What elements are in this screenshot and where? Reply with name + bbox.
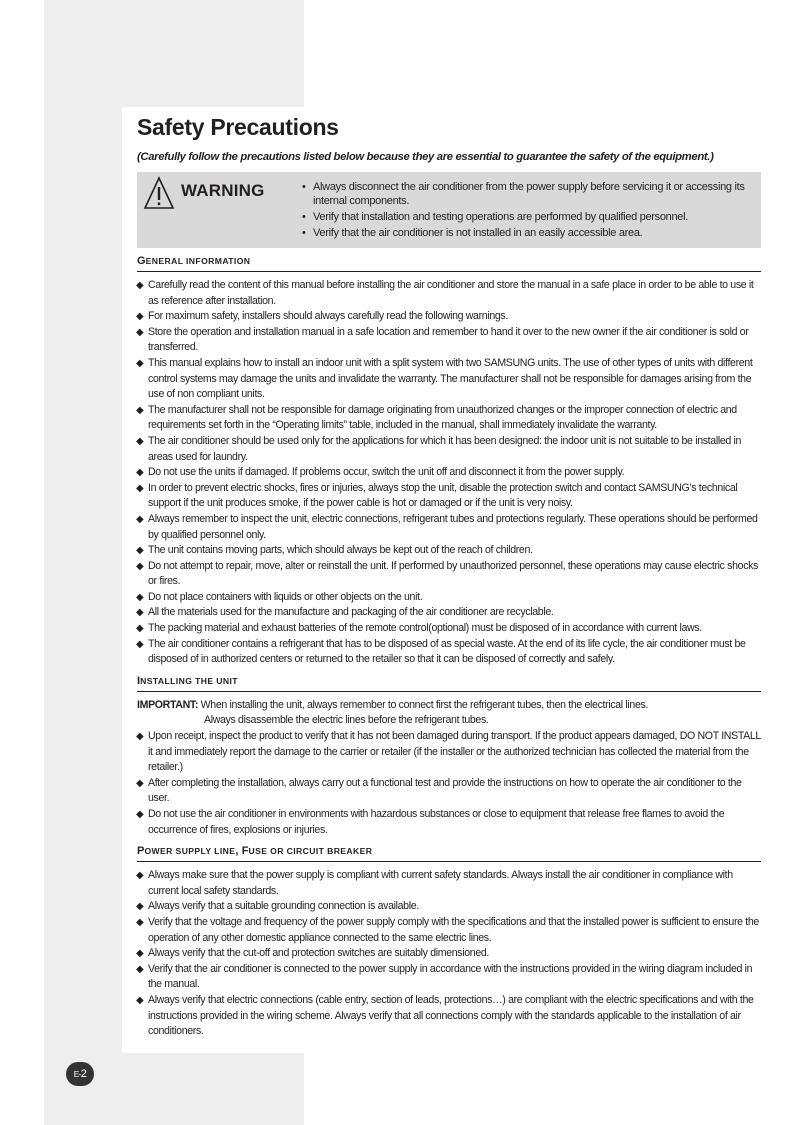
list-item: ◆ The unit contains moving parts, which should always be kept out of the reach of children.: [137, 543, 761, 559]
diamond-bullet-icon: ◆: [136, 916, 144, 928]
diamond-bullet-icon: ◆: [136, 994, 144, 1006]
list-item: ◆ The air conditioner contains a refrigerant that has to be disposed of as special waste. At the end of its life cycle, the air conditioner must be disposed of in authorized centers or returned to the retailer so that it can be disposed of correctly and safely.: [136, 637, 746, 666]
diamond-bullet-icon: ◆: [136, 901, 144, 913]
diamond-bullet-icon: ◆: [136, 948, 144, 960]
section-heading-installing: INSTALLING THE UNIT: [137, 674, 761, 692]
diamond-bullet-icon: ◆: [136, 607, 144, 619]
list-item: ◆ Do not place containers with liquids or other objects on the unit.: [137, 590, 761, 606]
list-item: ◆ The air conditioner should be used only for the applications for which it has been designed: the indoor unit is not suitable to be installed in areas used for laundry.: [136, 434, 742, 463]
diamond-bullet-icon: ◆: [136, 467, 144, 479]
list-item: ◆ Verify that the air conditioner is connected to the power supply in accordance with the instructions provided in the wiring diagram included in the manual.: [136, 962, 753, 991]
diamond-bullet-icon: ◆: [136, 623, 144, 635]
warning-bullet: •: [302, 211, 306, 223]
general-info-list: [137, 278, 761, 668]
installing-list: [137, 729, 761, 838]
warning-list: [302, 180, 755, 242]
diamond-bullet-icon: ◆: [136, 638, 144, 650]
list-item: ◆ In order to prevent electric shocks, fires or injuries, always stop the unit, disable the protection switch and contact SAMSUNG’s technical support if the unit produces smoke, if the power cable is hot or damaged or if the unit is very noisy.: [136, 481, 738, 510]
diamond-bullet-icon: ◆: [136, 280, 144, 291]
list-item: ◆ Always verify that a suitable grounding connection is available.: [137, 899, 761, 915]
diamond-bullet-icon: ◆: [136, 513, 144, 525]
diamond-bullet-icon: ◆: [136, 545, 144, 557]
list-item: ◆ For maximum safety, installers should always carefully read the following warnings.: [137, 309, 761, 325]
list-item: ◆ Always verify that electric connections (cable entry, section of leads, protections…) are compliant with the electric specifications and with the instructions provided in the wiring scheme. Always verify that all connections comply with the standards applicable to the installation of air conditioners.: [136, 993, 754, 1038]
page-subtitle: (Carefully follow the precautions listed below because they are essential to guarantee the safety of the equipment.): [137, 151, 714, 163]
warning-label: WARNING: [181, 181, 265, 200]
section-heading-power: POWER SUPPLY LINE, FUSE OR CIRCUIT BREAKER: [137, 844, 761, 862]
list-item: ◆ Upon receipt, inspect the product to verify that it has not been damaged during transport. If the product appears damaged, DO NOT INSTALL it and immediately report the damage to the carrier or retailer (if the installer or the authorized technician has collected the material from the retailer.): [136, 730, 761, 774]
section-heading-general: GENERAL INFORMATION: [137, 254, 761, 272]
warning-bullet: •: [302, 181, 306, 193]
list-item: ◆ Do not use the air conditioner in environments with hazardous substances or close to equipment that release free flames to avoid the occurrence of fires, explosions or injuries.: [136, 808, 725, 836]
diamond-bullet-icon: ◆: [136, 357, 144, 369]
list-item: ◆ The packing material and exhaust batteries of the remote control(optional) must be disposed of in accordance with current laws.: [137, 621, 761, 637]
list-item: ◆ Always remember to inspect the unit, electric connections, refrigerant tubes and protections regularly. These operations should be performed by qualified personnel only.: [136, 512, 758, 541]
list-item: ◆ Verify that the voltage and frequency of the power supply comply with the specifications and that the installed power is sufficient to ensure the operation of any other domestic appliance connected to the same electric lines.: [136, 915, 759, 944]
page-title: Safety Precautions: [137, 114, 339, 140]
warning-bullet: •: [302, 227, 306, 239]
list-item: ◆ All the materials used for the manufacture and packaging of the air conditioner are recyclable.: [137, 605, 761, 621]
list-item: ◆ Do not use the units if damaged. If problems occur, switch the unit off and disconnect it from the power supply.: [137, 465, 761, 481]
list-item: ◆ Carefully read the content of this manual before installing the air conditioner and store the manual in a safe place in order to be able to use it as reference after installation.: [136, 279, 754, 307]
page-content: [137, 112, 761, 1040]
important-note: IMPORTANT: When installing the unit, always remember to connect first the refrigerant tubes, then the electrical lines. Always disassemble the electric lines before the refrigerant tubes.: [137, 698, 649, 727]
diamond-bullet-icon: ◆: [136, 809, 144, 820]
list-item: ◆ This manual explains how to install an indoor unit with a split system with two SAMSUNG units. The use of other types of units with different control systems may damage the units and invalidate the warranty. The manufacturer shall not be responsible for damages arising from the use of non compliant units.: [136, 356, 753, 401]
diamond-bullet-icon: ◆: [136, 591, 144, 603]
diamond-bullet-icon: ◆: [136, 326, 144, 338]
diamond-bullet-icon: ◆: [136, 560, 144, 572]
list-item: ◆ Always make sure that the power supply is compliant with current safety standards. Always install the air conditioner in compliance with current local safety standards.: [136, 869, 733, 897]
list-item: ◆ The manufacturer shall not be responsible for damage originating from unauthorized changes or the improper connection of electric and requirements set forth in the “Operating limits” table, included in the manual, shall immediately invalidate the warranty.: [136, 403, 737, 432]
diamond-bullet-icon: ◆: [136, 870, 144, 882]
list-item: ◆ After completing the installation, always carry out a functional test and provide the instructions on how to operate the air conditioner to the user.: [136, 776, 742, 805]
list-item: ◆ Do not attempt to repair, move, alter or reinstall the unit. If performed by unauthorized personnel, these operations may cause electric shocks or fires.: [136, 559, 759, 588]
diamond-bullet-icon: ◆: [136, 311, 144, 323]
diamond-bullet-icon: ◆: [136, 482, 144, 494]
list-item: ◆ Store the operation and installation manual in a safe location and remember to hand it over to the new owner if the air conditioner is sold or transferred.: [136, 325, 749, 354]
diamond-bullet-icon: ◆: [136, 731, 144, 743]
diamond-bullet-icon: ◆: [136, 404, 144, 416]
important-label: IMPORTANT:: [137, 698, 199, 711]
warning-item: • Verify that installation and testing operations are performed by qualified personnel.: [302, 211, 689, 223]
diamond-bullet-icon: ◆: [136, 963, 144, 975]
warning-item: • Verify that the air conditioner is not installed in an easily accessible area.: [302, 227, 643, 239]
warning-header: [143, 176, 303, 212]
warning-triangle-icon: [143, 176, 175, 210]
left-margin: [0, 0, 44, 1107]
list-item: ◆ Always verify that the cut-off and protection switches are suitably dimensioned.: [137, 946, 761, 962]
page-number-badge: E-2: [66, 1062, 94, 1086]
power-supply-list: [137, 868, 761, 1040]
diamond-bullet-icon: ◆: [136, 435, 144, 447]
warning-box: [137, 172, 761, 248]
top-margin: [304, 0, 808, 108]
warning-item: • Always disconnect the air conditioner from the power supply before servicing it or accessing its internal components.: [302, 181, 745, 207]
diamond-bullet-icon: ◆: [136, 777, 144, 789]
